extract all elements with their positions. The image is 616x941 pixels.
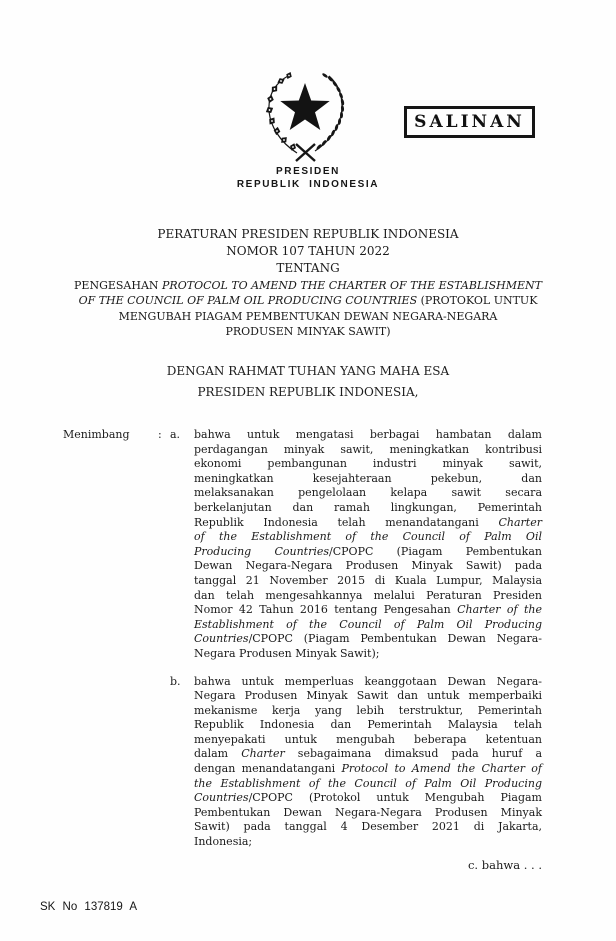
catchword-next-page: c. bahwa . . . — [467, 857, 542, 872]
item-b-letter: b. — [170, 674, 181, 688]
text-line: Establishment of the Council of Palm Oil Producing — [194, 617, 542, 631]
presidential-star-emblem — [257, 72, 353, 164]
spacer — [158, 675, 168, 850]
text-line: bahwa untuk mengatasi berbagai hambatan dalam — [194, 428, 542, 441]
letterhead-republik-indonesia: REPUBLIK INDONESIA — [236, 179, 380, 190]
text-line: Countries/CPOPC (Protokol untuk Mengubah Piagam — [194, 791, 542, 805]
text-line: of the Establishment of the Council of Palm Oil — [194, 530, 542, 544]
text-line: dan telah mengesahkannya melalui Peraturan Presiden — [194, 588, 542, 602]
considering-item-b — [194, 675, 542, 850]
regulation-number: NOMOR 107 TAHUN 2022 — [226, 244, 390, 258]
letterhead-presiden: PRESIDEN — [276, 166, 340, 177]
text-line: ekonomi pembangunan industri minyak sawit, — [194, 457, 542, 471]
text-line: Dewan Negara-Negara Produsen Minyak Sawit) pada — [194, 559, 542, 573]
text-line: OF THE COUNCIL OF PALM OIL PRODUCING COUNTRIES (PROTOKOL UNTUK — [78, 294, 538, 308]
text-line: Countries/CPOPC (Piagam Pembentukan Dewan Negara- — [194, 632, 542, 646]
text-line: Republik Indonesia dan Pemerintah Malaysia telah — [194, 718, 542, 732]
text-line: Indonesia; — [194, 835, 253, 849]
text-line: Producing Countries/CPOPC (Piagam Pembentukan — [194, 544, 542, 558]
text-line: Sawit) pada tanggal 4 Desember 2021 di Jakarta, — [194, 820, 542, 834]
text-line: perdagangan minyak sawit, meningkatkan kontribusi — [194, 442, 542, 456]
regulation-title: PERATURAN PRESIDEN REPUBLIK INDONESIA — [157, 227, 459, 241]
star-wreath-icon — [257, 72, 353, 164]
text-line: dalam Charter sebagaimana dimaksud pada huruf a — [194, 747, 542, 761]
preamble-president: PRESIDEN REPUBLIK INDONESIA, — [197, 385, 419, 399]
item-a-letter: a. — [170, 428, 181, 441]
text-line: bahwa untuk memperluas keanggotaan Dewan Negara- — [194, 674, 542, 688]
text-line: Nomor 42 Tahun 2016 tentang Pengesahan Charter of the — [194, 603, 542, 617]
menimbang-label: Menimbang — [63, 428, 130, 441]
text-line: the Establishment of the Council of Palm Oil Producing — [194, 776, 542, 790]
preamble-invocation: DENGAN RAHMAT TUHAN YANG MAHA ESA — [166, 364, 450, 378]
tentang-label: TENTANG — [276, 261, 340, 275]
text-line: MENGUBAH PIAGAM PEMBENTUKAN DEWAN NEGARA-NEGARA — [118, 309, 498, 323]
text-line: PRODUSEN MINYAK SAWIT) — [225, 325, 391, 339]
text-line: menyepakati untuk mengubah beberapa ketentuan — [194, 732, 542, 746]
salinan-stamp-label: SALINAN — [414, 112, 525, 132]
text-line: Republik Indonesia telah menandatangani Charter — [194, 515, 542, 529]
regulation-subject — [58, 278, 558, 340]
spacer — [63, 675, 158, 850]
text-line: Pembentukan Dewan Negara-Negara Produsen Minyak — [194, 805, 542, 819]
text-line: Negara Produsen Minyak Sawit); — [194, 646, 380, 660]
text-line: meningkatkan kesejahteraan pekebun, dan — [194, 471, 542, 485]
text-line: PENGESAHAN PROTOCOL TO AMEND THE CHARTER OF THE ESTABLISHMENT — [74, 279, 542, 292]
text-line: dengan menandatangani Protocol to Amend the Charter of — [194, 762, 542, 776]
considering-section — [63, 428, 542, 872]
sk-number: SK No 137819 A — [40, 901, 138, 913]
text-line: tanggal 21 November 2015 di Kuala Lumpur, Malaysia — [194, 573, 542, 587]
considering-item-a — [194, 428, 542, 662]
text-line: berkelanjutan dan ramah lingkungan, Pemerintah — [194, 500, 542, 514]
salinan-stamp — [404, 106, 535, 138]
menimbang-colon: : — [158, 428, 162, 441]
text-line: mekanisme kerja yang lebih terstruktur, Pemerintah — [194, 703, 542, 717]
text-line: Negara Produsen Minyak Sawit dan untuk memperbaiki — [194, 689, 542, 703]
text-line: melaksanakan pengelolaan kelapa sawit secara — [194, 486, 542, 500]
